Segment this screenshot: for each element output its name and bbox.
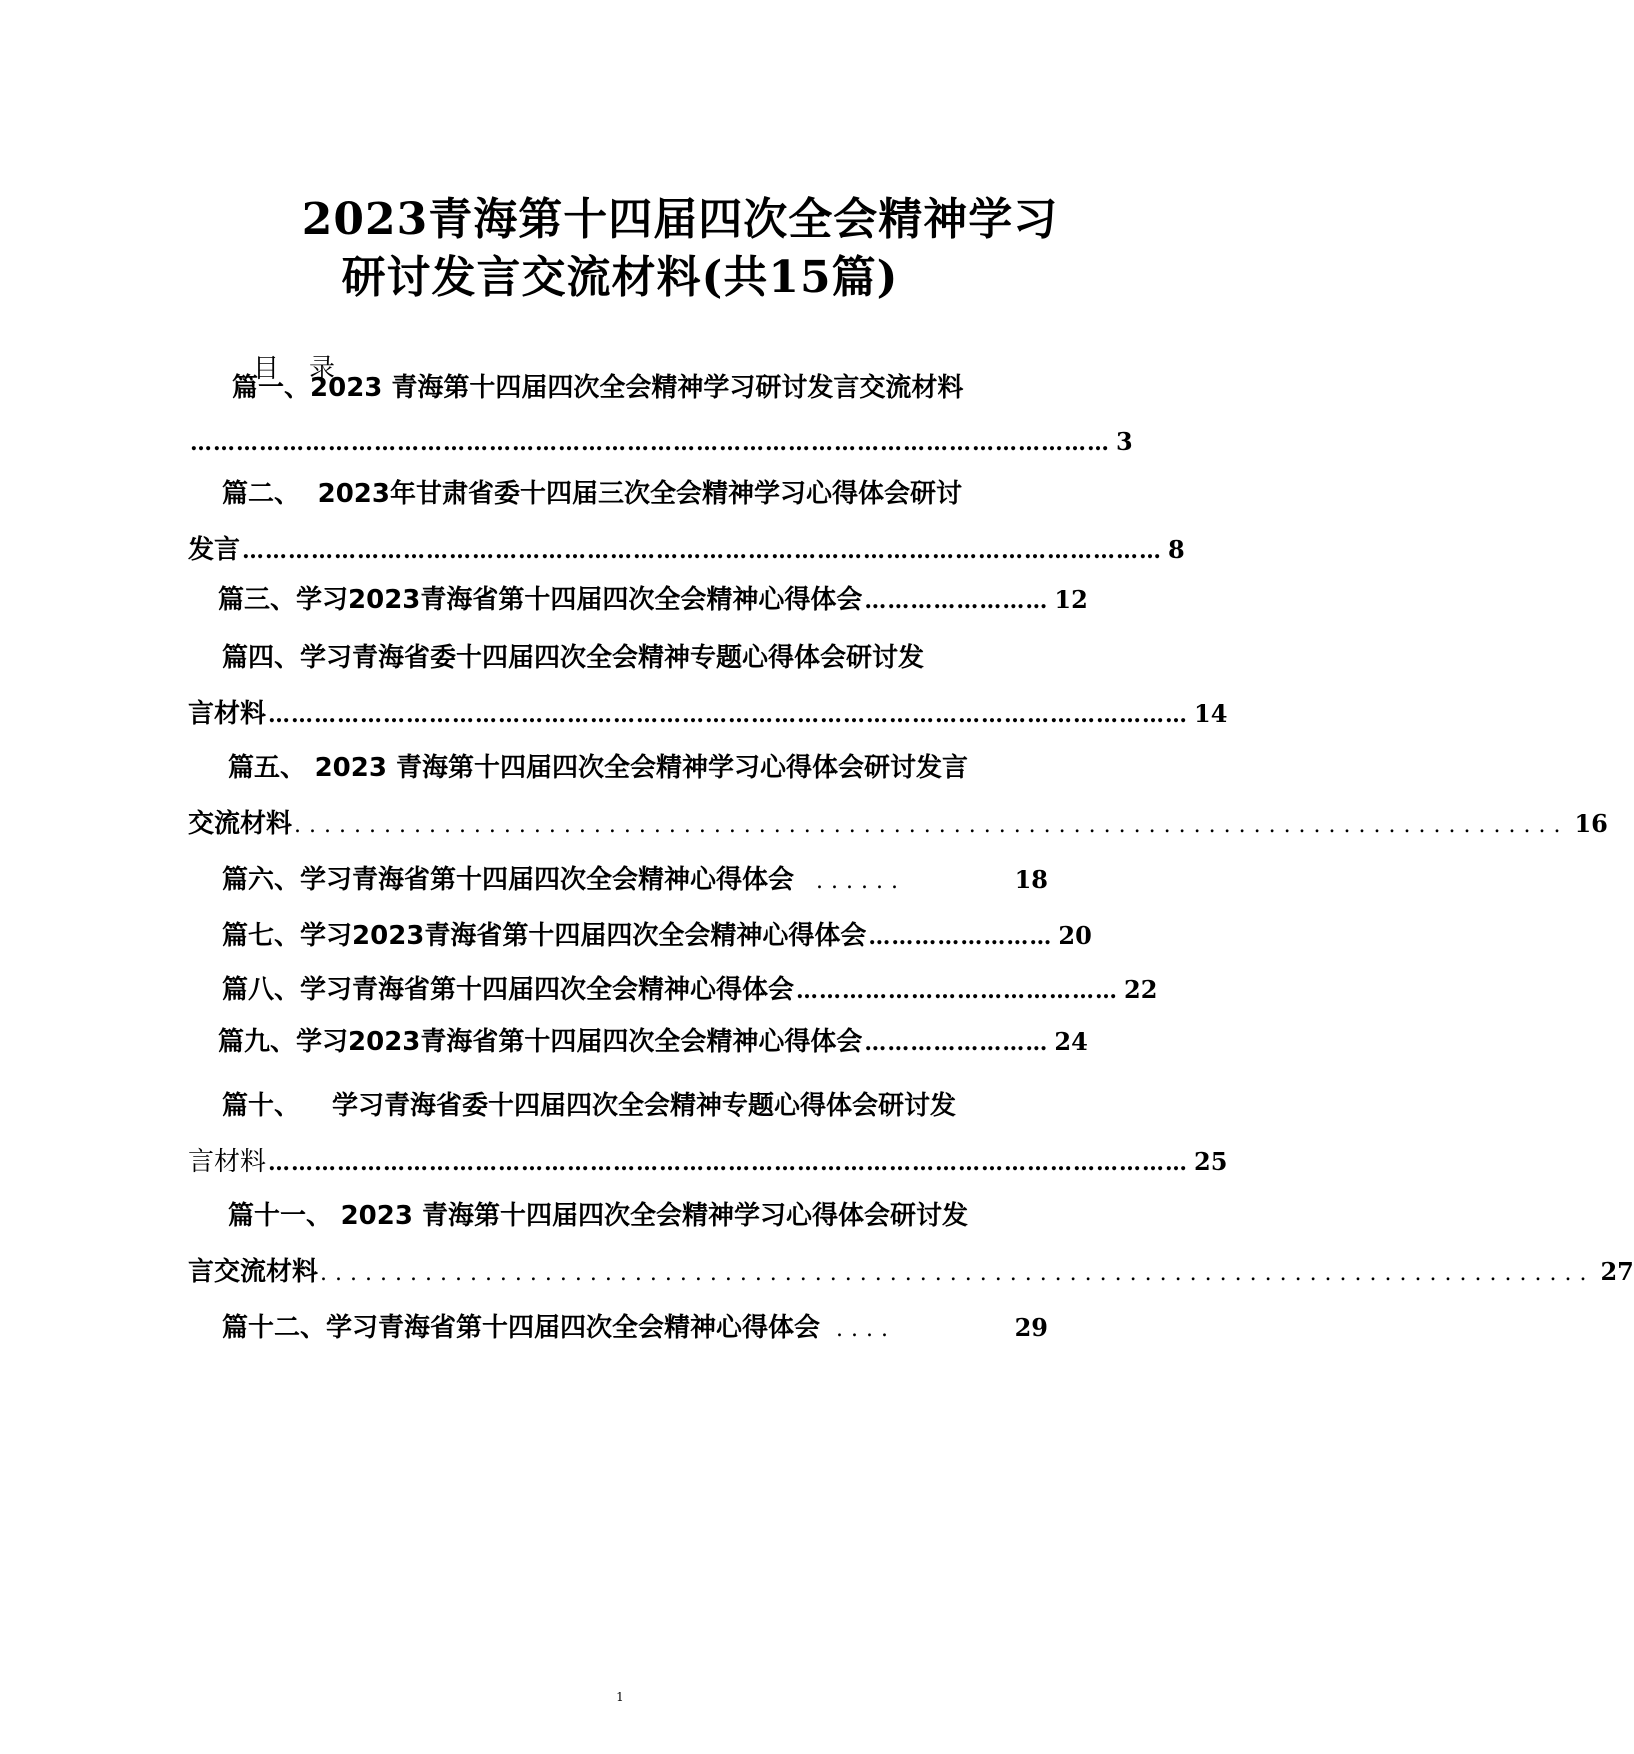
toc-page-number: 20	[1058, 921, 1092, 950]
toc-page-number: 29	[1014, 1313, 1048, 1342]
toc-leader-dots: ……………………	[864, 588, 1049, 614]
toc-entry-title: 学习青海省委十四届四次全会精神专题心得体会研讨发	[332, 1091, 957, 1121]
toc-entry-2-line[interactable]	[222, 474, 962, 514]
toc-entry-5-cont	[188, 804, 1608, 846]
toc-page-number: 14	[1194, 699, 1228, 728]
toc-entry-4-cont	[188, 694, 1228, 735]
document-title-line-1: 2023青海第十四届四次全会精神学习	[301, 194, 1059, 245]
toc-entry-prefix: 篇六、	[222, 865, 301, 895]
toc-entry-prefix: 篇二、	[222, 479, 301, 509]
toc-page-number: 16	[1574, 809, 1608, 838]
toc-entry-4-line[interactable]	[222, 638, 962, 678]
toc-entry-title: 学习2023青海省第十四届四次全会精神心得体会	[296, 1027, 863, 1057]
toc-entry-9-line[interactable]	[218, 1022, 1088, 1063]
toc-entry-11-cont	[188, 1252, 1634, 1294]
toc-heading: 目录	[253, 354, 366, 384]
toc-leader-dots: .....................................................................................	[294, 813, 1569, 838]
toc-entry-prefix: 篇四、	[222, 643, 301, 673]
toc-entry-title: 学习2023青海省第十四届四次全会精神心得体会	[296, 585, 863, 615]
toc-entry-title: 学习青海省委十四届四次全会精神专题心得体会研讨发	[300, 643, 925, 673]
toc-leader-dots: …………………………………………………………………………………………………………	[268, 702, 1189, 728]
toc-entry-title: 2023年甘肃省委十四届三次全会精神学习心得体会研讨	[317, 479, 962, 509]
toc-entry-continuation: 言材料	[188, 1147, 267, 1177]
toc-entry-2-cont	[188, 530, 1185, 571]
toc-page-number: 18	[1014, 865, 1048, 894]
toc-entry-title: 学习青海省第十四届四次全会精神心得体会	[326, 1313, 821, 1343]
toc-page-number: 24	[1054, 1027, 1088, 1056]
toc-entry-6-line[interactable]	[222, 860, 1048, 902]
toc-entry-prefix: 篇九、	[218, 1027, 297, 1057]
toc-entry-title: 2023 青海第十四届四次全会精神学习心得体会研讨发言	[314, 753, 968, 783]
toc-entry-prefix: 篇七、	[222, 921, 301, 951]
toc-entry-12-line[interactable]	[222, 1308, 1048, 1350]
toc-entry-7-line[interactable]	[222, 916, 1092, 957]
toc-entry-title: 学习青海省第十四届四次全会精神心得体会	[300, 865, 795, 895]
toc-leader-dots: …………………………………………………………………………………………………………	[242, 538, 1163, 564]
toc-entry-5-line[interactable]	[228, 748, 968, 788]
toc-entry-continuation: 言交流材料	[188, 1257, 319, 1287]
toc-entry-3-line[interactable]	[218, 580, 1088, 621]
toc-entry-continuation: 发言	[188, 535, 241, 565]
toc-page-number: 25	[1194, 1147, 1228, 1176]
toc-entry-continuation: 交流材料	[188, 809, 293, 839]
toc-leader-dots: ……………………………………	[796, 978, 1119, 1004]
toc-entry-8-line[interactable]	[222, 970, 1158, 1011]
toc-page-number: 12	[1054, 585, 1088, 614]
toc-page-number: 8	[1168, 535, 1185, 564]
toc-entry-prefix: 篇五、	[228, 753, 307, 783]
toc-entry-prefix: 篇十、	[222, 1091, 301, 1121]
toc-entry-11-line[interactable]	[228, 1196, 968, 1236]
toc-leader-dots: …………………………………………………………………………………………………………	[190, 430, 1110, 456]
toc-page-number: 3	[1116, 427, 1133, 456]
toc-entry-title: 学习2023青海省第十四届四次全会精神心得体会	[300, 921, 867, 951]
page-footer-number: 1	[616, 1690, 624, 1704]
toc-leader-dots: ……………………	[868, 924, 1053, 950]
toc-page-number: 27	[1600, 1257, 1634, 1286]
toc-entry-10-line[interactable]	[222, 1086, 962, 1126]
toc-entry-1-leader	[188, 422, 1133, 463]
toc-page-number: 22	[1124, 975, 1158, 1004]
toc-entry-prefix: 篇八、	[222, 975, 301, 1005]
toc-leader-dots: .....................................................................................	[320, 1261, 1595, 1286]
toc-entry-prefix: 篇一、	[232, 373, 311, 403]
toc-entry-title: 学习青海省第十四届四次全会精神心得体会	[300, 975, 795, 1005]
toc-leader-dots: ……………………	[864, 1030, 1049, 1056]
toc-entry-title: 2023 青海第十四届四次全会精神学习研讨发言交流材料	[310, 373, 964, 403]
toc-leader-dots: ....	[836, 1317, 897, 1342]
toc-entry-continuation: 言材料	[188, 699, 267, 729]
toc-entry-title: 2023 青海第十四届四次全会精神学习心得体会研讨发	[340, 1201, 968, 1231]
toc-entry-1-line[interactable]	[232, 368, 964, 408]
toc-entry-10-cont	[188, 1142, 1228, 1183]
toc-entry-prefix: 篇十二、	[222, 1313, 327, 1343]
toc-entry-prefix: 篇十一、	[228, 1201, 333, 1231]
toc-leader-dots: ......	[816, 869, 906, 894]
document-title-line-2: 研讨发言交流材料(共15篇)	[341, 252, 899, 303]
toc-leader-dots: …………………………………………………………………………………………………………	[268, 1150, 1189, 1176]
toc-entry-prefix: 篇三、	[218, 585, 297, 615]
